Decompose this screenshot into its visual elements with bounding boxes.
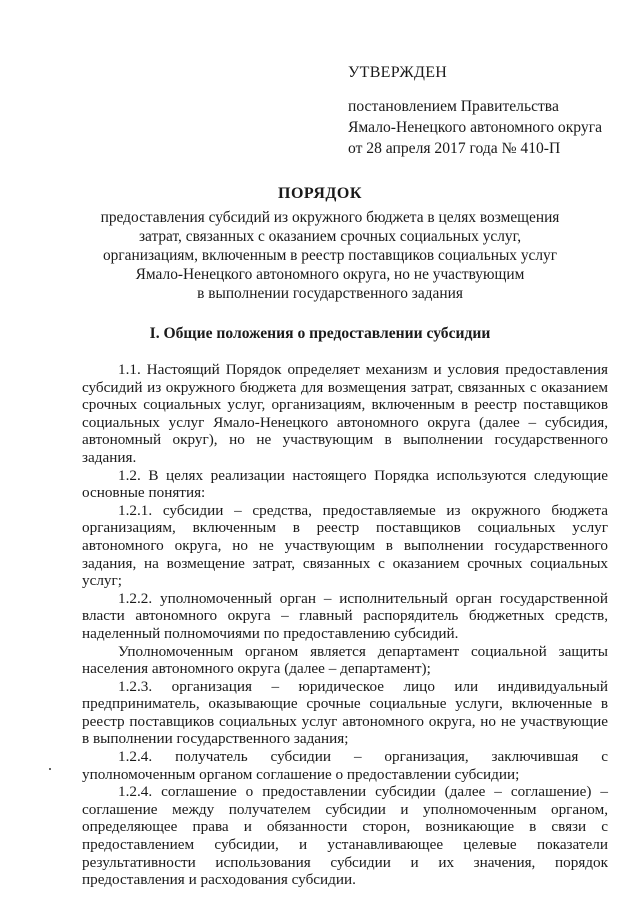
paragraph-1-2-3: 1.2.3. организация – юридическое лицо или индивидуальный предприниматель, оказывающие срочные социальные услуги, включенные в реестр поставщиков социальных услуг автономного округа, но не участвующие в выполнении государственного задания;	[82, 677, 608, 748]
paragraph-1-2-1: 1.2.1. субсидии – средства, предоставляемые из окружного бюджета организациям, включенным в реестр поставщиков социальных услуг автономного округа, но не участвующим в выполнении государственного задания, на возмещение затрат, связанных с оказанием срочных социальных услуг;	[82, 501, 608, 590]
section-heading: I. Общие положения о предоставлении субсидии	[149, 325, 491, 342]
approval-block	[348, 62, 602, 159]
paragraph-1-2-2: 1.2.2. уполномоченный орган – исполнительный орган государственной власти автономного округа – главный распорядитель бюджетных средств, наделенный полномочиями по предоставлению субсидий.	[82, 589, 608, 642]
paragraph-1-2: 1.2. В целях реализации настоящего Порядка используются следующие основные понятия:	[82, 466, 608, 502]
paragraph-1-2-4-agreement: 1.2.4. соглашение о предоставлении субсидии (далее – соглашение) – соглашение между получателем субсидии и уполномоченным органом, определяющее права и обязанности сторон, возникающие в связи с предоставлением субсидии, и устанавливающее целевые показатели результативности использования субсидии и их значения, порядок предоставления и расходования субсидии.	[82, 783, 608, 889]
document-title: ПОРЯДОК	[278, 185, 362, 202]
subtitle-line: в выполнении государственного задания	[197, 285, 463, 302]
approval-line-2: Ямало-Ненецкого автономного округа	[348, 119, 603, 136]
paragraph-1-1: 1.1. Настоящий Порядок определяет механизм и условия предоставления субсидий из окружного бюджета для возмещения затрат, связанных с оказанием срочных социальных услуг, организациям, включенным в реестр поставщиков социальных услуг Ямало-Ненецкого автономного округа (далее – субсидия, автономный округ), но не участвующим в выполнении государственного задания.	[82, 361, 608, 466]
approval-line-3: от 28 апреля 2017 года № 410-П	[348, 140, 561, 157]
subtitle-line: Ямало-Ненецкого автономного округа, но не участвующим	[135, 266, 525, 283]
subtitle-line: затрат, связанных с оказанием срочных социальных услуг,	[138, 228, 522, 245]
paragraph-department: Уполномоченным органом является департамент социальной защиты населения автономного округа (далее – департамент);	[82, 642, 608, 678]
paragraph-1-2-4-recipient: 1.2.4. получатель субсидии – организация, заключившая с уполномоченным органом соглашение о предоставлении субсидии;	[82, 748, 608, 783]
subtitle-line: предоставления субсидий из окружного бюджета в целях возмещения	[100, 209, 560, 226]
approval-line-1: постановлением Правительства	[348, 98, 559, 115]
subtitle-line: организациям, включенным в реестр поставщиков социальных услуг	[102, 247, 558, 264]
scan-speck	[49, 768, 51, 770]
body-text	[82, 361, 608, 889]
document-subtitle	[80, 208, 580, 303]
approval-heading: УТВЕРЖДЕН	[348, 64, 448, 81]
